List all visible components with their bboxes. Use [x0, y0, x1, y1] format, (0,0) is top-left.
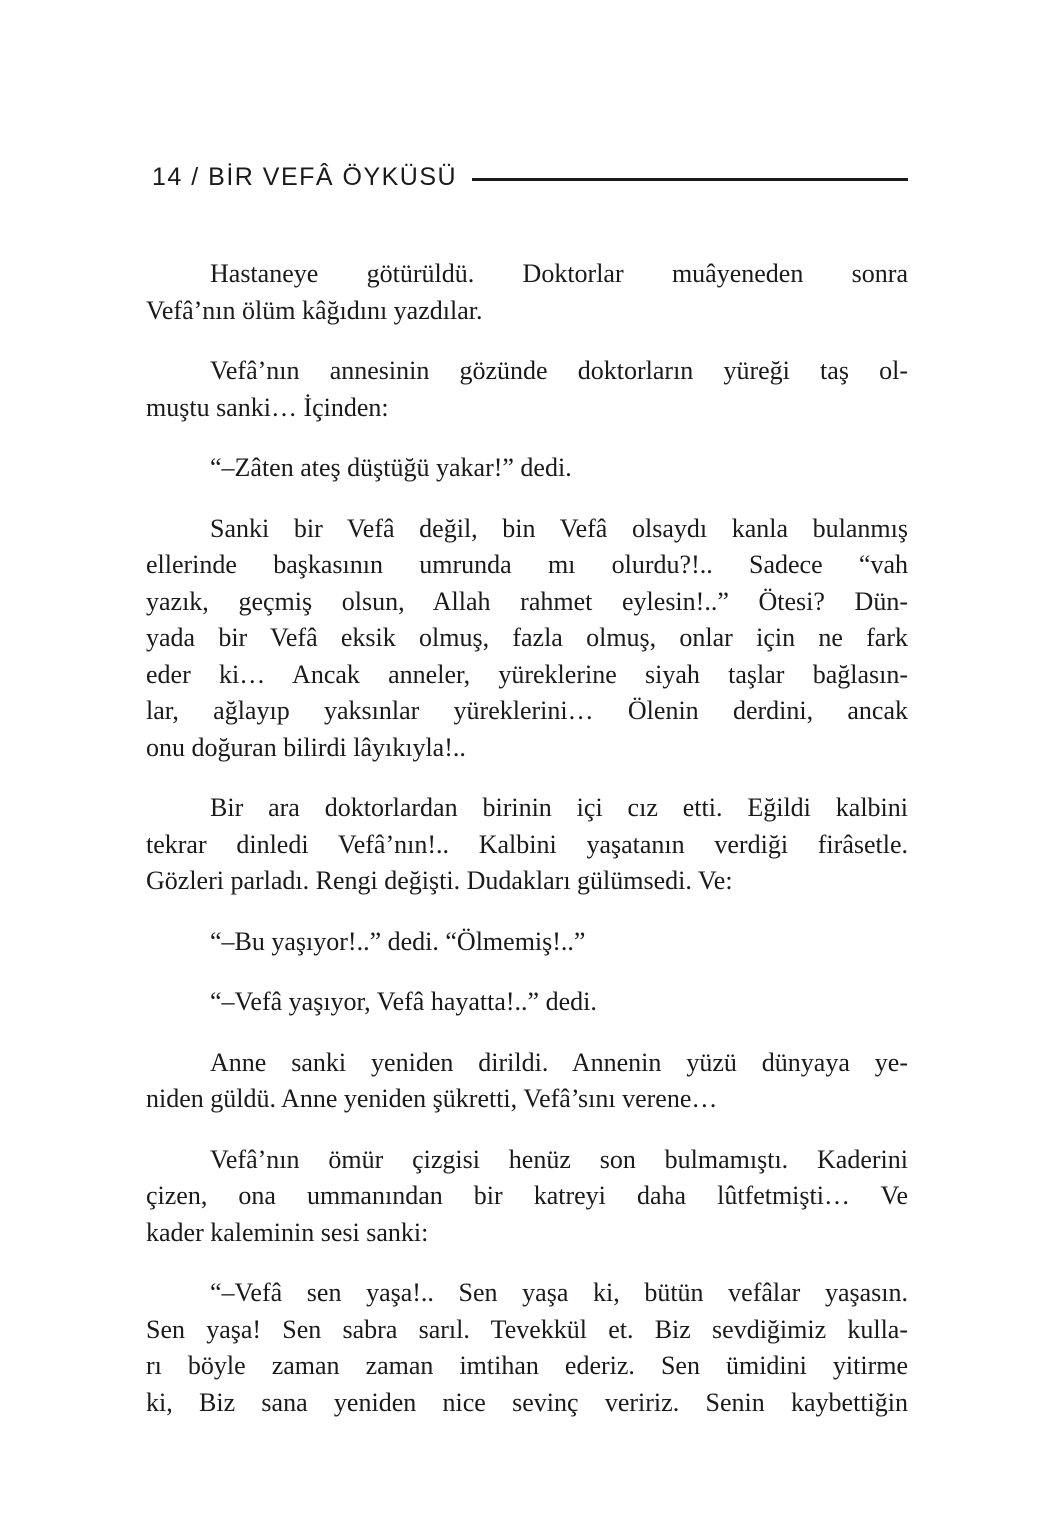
- text-line: ellerinde başkasının umrunda mı olurdu?!.. Sadece “vah: [146, 550, 908, 579]
- paragraph: [146, 1275, 908, 1421]
- text-line: Vefâ’nın ömür çizgisi henüz son bulmamıştı. Kaderini: [210, 1144, 908, 1174]
- text-line: Vefâ’nın ölüm kâğıdını yazdılar.: [146, 295, 483, 325]
- text-line: eder ki… Ancak anneler, yüreklerine siyah taşlar bağlasın-: [146, 659, 908, 689]
- text-line: kader kaleminin sesi sanki:: [146, 1217, 429, 1247]
- text-line: “–Vefâ yaşıyor, Vefâ hayatta!..” dedi.: [210, 987, 597, 1016]
- text-line: Vefâ’nın annesinin gözünde doktorların yüreği taş ol-: [210, 356, 908, 385]
- header-rule: [472, 178, 908, 181]
- paragraph: [146, 450, 908, 487]
- text-line: Bir ara doktorlardan birinin içi cız etti. Eğildi kalbini: [210, 793, 908, 822]
- page-header-title: 14 / BİR VEFÂ ÖYKÜSÜ: [152, 163, 458, 191]
- text-line: Anne sanki yeniden dirildi. Annenin yüzü dünyaya ye-: [210, 1047, 908, 1077]
- text-line: çizen, ona ummanından bir katreyi daha lûtfetmişti… Ve: [146, 1181, 908, 1210]
- paragraph: [146, 1045, 908, 1118]
- paragraph: [146, 353, 908, 426]
- text-line: Sen yaşa! Sen sabra sarıl. Tevekkül et. Biz sevdiğimiz kulla-: [146, 1314, 908, 1344]
- paragraph: [146, 1142, 908, 1252]
- text-line: muştu sanki… İçinden:: [146, 392, 389, 422]
- page-body: [146, 256, 908, 1445]
- text-line: Hastaneye götürüldü. Doktorlar muâyeneden sonra: [210, 259, 908, 288]
- text-line: tekrar dinledi Vefâ’nın!.. Kalbini yaşatanın verdiği firâsetle.: [146, 829, 908, 859]
- text-line: ki, Biz sana yeniden nice sevinç veririz. Senin kaybettiğin: [146, 1387, 908, 1417]
- text-line: yazık, geçmiş olsun, Allah rahmet eylesin!..” Ötesi? Dün-: [146, 586, 908, 616]
- text-line: “–Bu yaşıyor!..” dedi. “Ölmemiş!..”: [210, 926, 586, 956]
- paragraph: [146, 924, 908, 961]
- text-line: yada bir Vefâ eksik olmuş, fazla olmuş, onlar için ne fark: [146, 623, 908, 652]
- text-line: rı böyle zaman zaman imtihan ederiz. Sen ümidini yitirme: [146, 1351, 908, 1380]
- text-line: niden güldü. Anne yeniden şükretti, Vefâ’sını verene…: [146, 1084, 718, 1113]
- text-line: onu doğuran bilirdi lâyıkıyla!..: [146, 732, 466, 762]
- paragraph: [146, 790, 908, 900]
- page-header: [152, 163, 908, 192]
- paragraph: [146, 256, 908, 329]
- text-line: lar, ağlayıp yaksınlar yüreklerini… Ölenin derdini, ancak: [146, 696, 908, 725]
- text-line: Gözleri parladı. Rengi değişti. Dudakları gülümsedi. Ve:: [146, 866, 733, 895]
- text-line: Sanki bir Vefâ değil, bin Vefâ olsaydı kanla bulanmış: [210, 513, 908, 543]
- text-line: “–Vefâ sen yaşa!.. Sen yaşa ki, bütün vefâlar yaşasın.: [210, 1278, 908, 1307]
- paragraph: [146, 511, 908, 767]
- paragraph: [146, 984, 908, 1021]
- text-line: “–Zâten ateş düştüğü yakar!” dedi.: [210, 453, 572, 482]
